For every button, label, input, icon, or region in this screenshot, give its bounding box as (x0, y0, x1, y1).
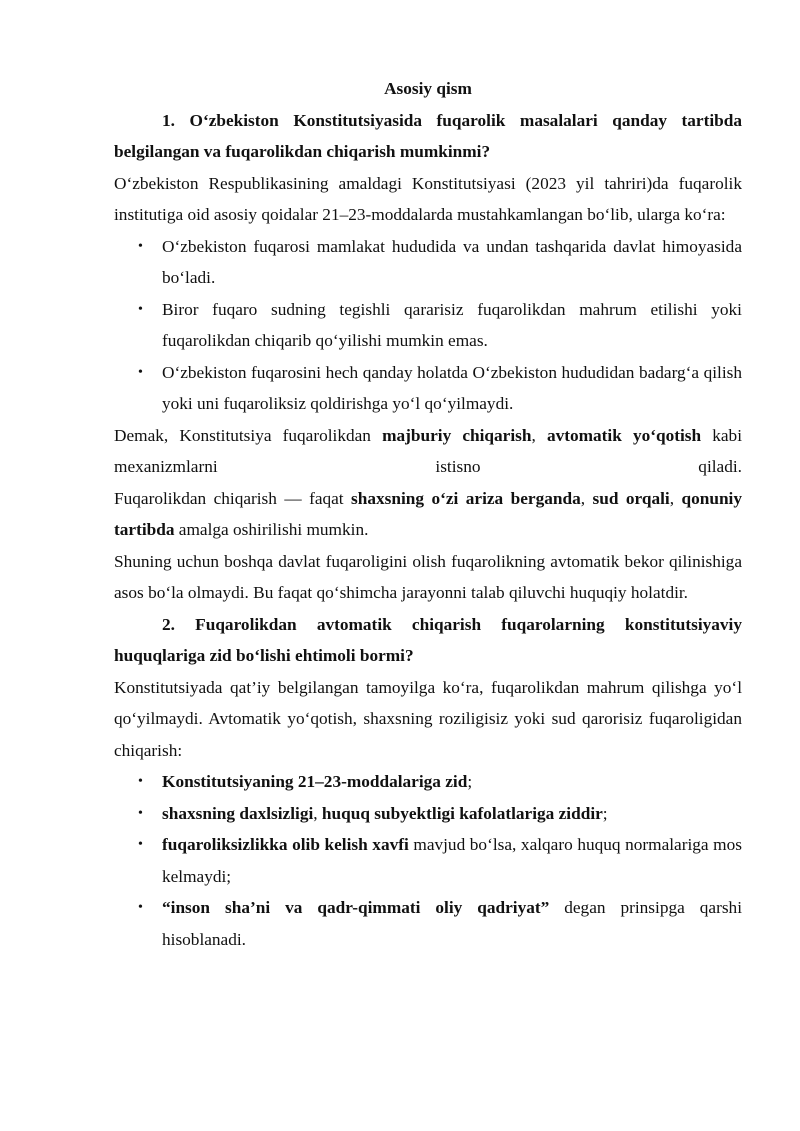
demak-paragraph (114, 420, 742, 483)
text-run: , (313, 803, 322, 823)
bold-run: huquq subyektligi kafolatlariga ziddir (321, 803, 603, 823)
list-item-text: O‘zbekiston fuqarosini hech qanday holatda O‘zbekiston hududidan badarg‘a qilish yoki uni fuqaroliksiz qoldirishga yo‘l qo‘yilmaydi. (162, 362, 742, 413)
text-run: , (531, 425, 547, 445)
bold-run: shaxsning daxlsizligi (162, 803, 314, 823)
text-run: , (669, 488, 682, 508)
list-item (114, 892, 742, 955)
bullet-list-2 (114, 766, 742, 955)
list-item (114, 357, 742, 420)
list-item-text: O‘zbekiston fuqarosi mamlakat hududida va undan tashqarida davlat himoyasida bo‘ladi. (162, 236, 742, 287)
list-item (114, 231, 742, 294)
bold-run: majburiy chiqarish (382, 425, 532, 445)
bold-run: qonuniy tartibda (114, 488, 742, 539)
shuning-paragraph: Shuning uchun boshqa davlat fuqaroligini olish fuqarolikning avtomatik bekor qilinishiga asos bo‘la olmaydi. Bu faqat qo‘shimcha jarayonni talab qiluvchi huquqiy holatdir. (114, 551, 742, 602)
list-item (114, 798, 742, 830)
bullet-icon: • (138, 805, 143, 821)
bold-run: “inson sha’ni va qadr-qimmati oliy qadriyat” (162, 898, 550, 917)
list-item-text: Biror fuqaro sudning tegishli qararisiz fuqarolikdan mahrum etilishi yoki fuqarolikdan chiqarib qo‘yilishi mumkin emas. (162, 299, 742, 350)
bold-run: fuqaroliksizlikka olib kelish xavfi (162, 835, 409, 854)
document-body (114, 73, 742, 955)
text-run: Fuqarolikdan chiqarish — faqat (114, 488, 352, 508)
bold-run: Konstitutsiyaning 21–23-moddalariga zid (162, 772, 468, 791)
intro-paragraph-1: O‘zbekiston Respublikasining amaldagi Konstitutsiyasi (2023 yil tahriri)da fuqarolik institutiga oid asosiy qoidalar 21–23-moddalarda mustahkamlangan bo‘lib, ularga ko‘ra: (114, 173, 742, 224)
intro-paragraph-2: Konstitutsiyada qat’iy belgilangan tamoyilga ko‘ra, fuqarolikdan mahrum qilishga yo‘l qo‘yilmaydi. Avtomatik yo‘qotish, shaxsning roziligisiz yoki sud qarorisiz fuqaroligidan chiqarish: (114, 677, 742, 760)
text-run: mavjud bo‘lsa, xalqaro huquq normalariga mos kelmaydi; (162, 835, 742, 886)
text-run: ; (602, 803, 608, 823)
bullet-icon: • (138, 364, 143, 380)
text-run: , (580, 488, 593, 508)
bullet-list-1 (114, 231, 742, 420)
bullet-icon: • (138, 301, 143, 317)
text-run: Demak, Konstitutsiya fuqarolikdan (114, 425, 383, 445)
bold-run: avtomatik yo‘qotish (546, 425, 702, 445)
bullet-icon: • (138, 774, 143, 789)
text-run: degan prinsipga qarshi hisoblanadi. (162, 898, 742, 949)
bullet-icon: • (138, 900, 143, 915)
list-item (114, 294, 742, 357)
question-2: 2. Fuqarolikdan avtomatik chiqarish fuqarolarning konstitutsiyaviy huquqlariga zid bo‘lishi ehtimoli bormi? (114, 614, 742, 665)
question-1: 1. O‘zbekiston Konstitutsiyasida fuqarolik masalalari qanday tartibda belgilangan va fuqarolikdan chiqarish mumkinmi? (114, 110, 742, 161)
text-run: kabi mexanizmlarni istisno qiladi. (114, 425, 743, 476)
text-run: amalga oshirilishi mumkin. (174, 520, 369, 539)
list-item (114, 766, 742, 798)
fuqarolikdan-paragraph (114, 483, 742, 546)
list-item (114, 829, 742, 892)
text-run: ; (467, 772, 473, 791)
bullet-icon: • (138, 837, 143, 852)
section-title: Asosiy qism (384, 79, 472, 98)
bold-run: shaxsning o‘zi ariza berganda (351, 488, 581, 508)
bold-run: sud orqali (592, 488, 670, 508)
bullet-icon: • (138, 238, 143, 254)
